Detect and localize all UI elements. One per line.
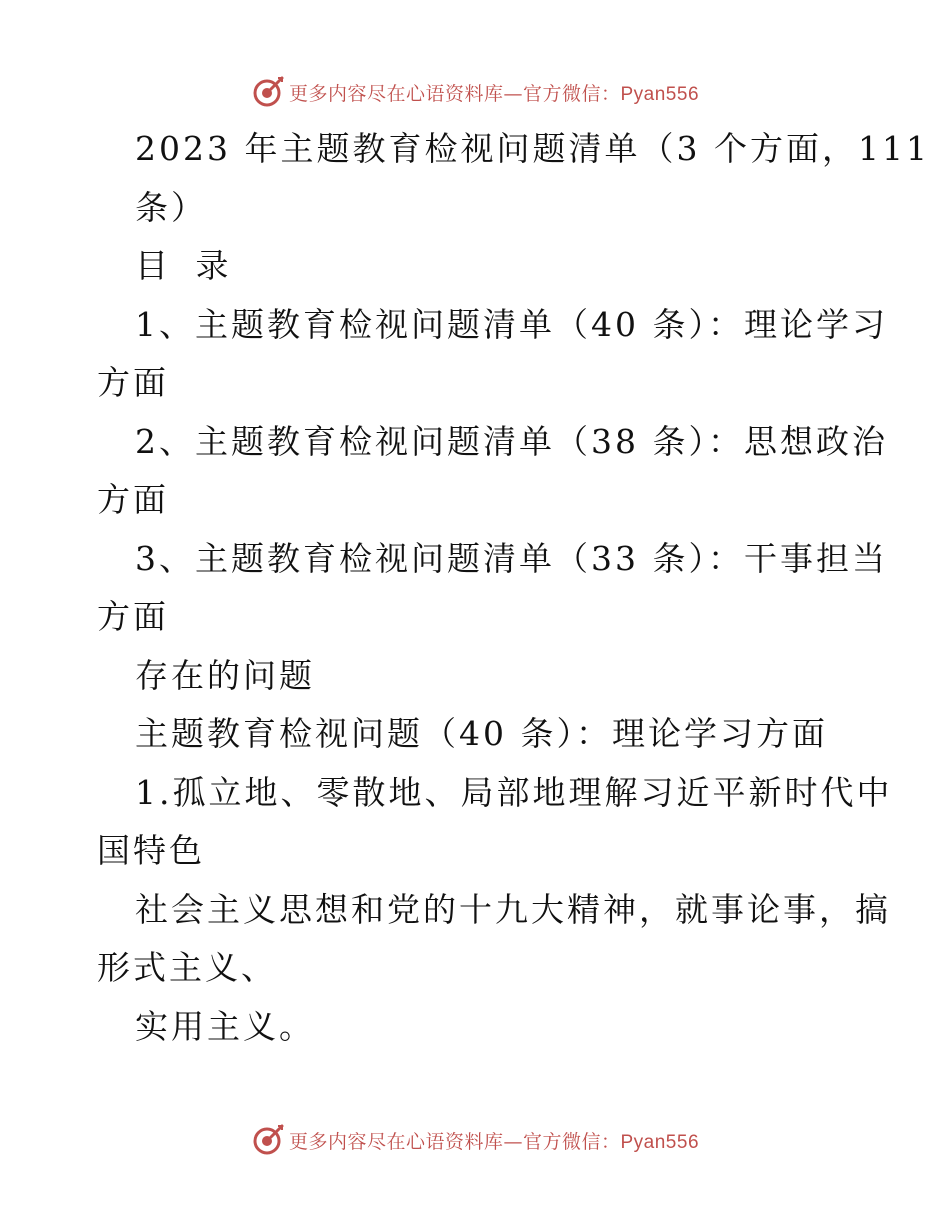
toc-item-1-line-1: 1、主题教育检视问题清单（40 条）：理论学习 <box>135 304 888 344</box>
seal-logo-icon <box>251 75 285 109</box>
section-heading: 存在的问题 <box>135 655 315 695</box>
paragraph-1-line-1: 1.孤立地、零散地、局部地理解习近平新时代中 <box>135 772 893 812</box>
toc-item-2-line-2: 方面 <box>97 480 169 519</box>
paragraph-2-line-2: 形式主义、 <box>97 948 277 987</box>
doc-title-line-2: 条） <box>135 187 207 227</box>
watermark-text: 更多内容尽在心语资料库—官方微信：Pyan556 <box>288 1130 700 1153</box>
footer-watermark <box>0 1120 950 1160</box>
paragraph-2-line-1: 社会主义思想和党的十九大精神，就事论事，搞 <box>135 889 891 929</box>
subsection-heading: 主题教育检视问题（40 条）：理论学习方面 <box>135 714 828 753</box>
toc-item-1-line-2: 方面 <box>97 363 169 402</box>
watermark-text: 更多内容尽在心语资料库—官方微信：Pyan556 <box>288 82 700 105</box>
toc-item-2-line-1: 2、主题教育检视问题清单（38 条）：思想政治 <box>135 421 888 461</box>
paragraph-1-line-2: 国特色 <box>97 831 205 870</box>
toc-item-3-line-1: 3、主题教育检视问题清单（33 条）：干事担当 <box>135 538 888 578</box>
doc-title-line-1: 2023 年主题教育检视问题清单（3 个方面，111 <box>135 129 930 168</box>
watermark-wechat-id: Pyan556 <box>620 1131 700 1153</box>
paragraph-3-line-1: 实用主义。 <box>135 1006 315 1046</box>
document-body <box>97 120 930 1056</box>
header-watermark <box>0 72 950 112</box>
watermark-wechat-id: Pyan556 <box>620 83 700 105</box>
toc-heading: 目 录 <box>135 246 237 285</box>
toc-item-3-line-2: 方面 <box>97 597 169 636</box>
seal-logo-icon <box>251 1123 285 1157</box>
